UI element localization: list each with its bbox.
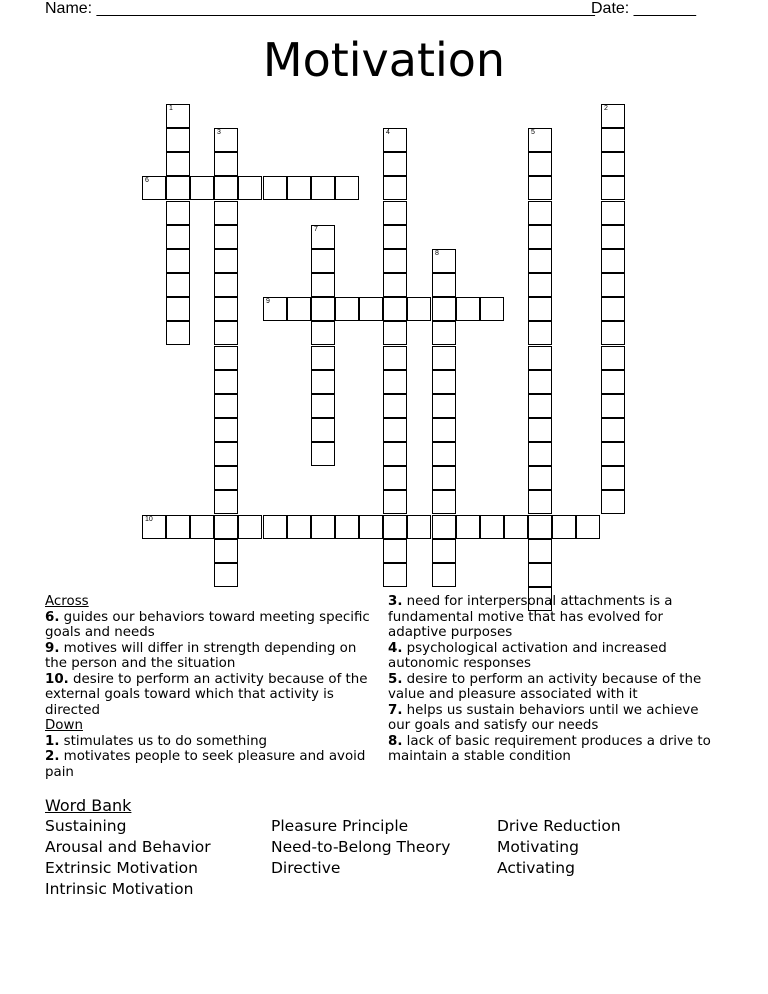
- word-bank-column-2: [271, 816, 450, 879]
- crossword-cell[interactable]: [214, 466, 238, 490]
- crossword-cell[interactable]: [383, 128, 407, 152]
- crossword-cell[interactable]: [383, 346, 407, 370]
- crossword-cell[interactable]: [214, 249, 238, 273]
- clue-down-3: 3. need for interpersonal attachments is a fundamental motive that has evolved for adaptive purposes: [388, 594, 673, 640]
- crossword-cell[interactable]: [311, 346, 335, 370]
- crossword-cell[interactable]: [166, 225, 190, 249]
- crossword-cell[interactable]: [576, 515, 600, 539]
- clue-down-2: 2. motivates people to seek pleasure and avoid pain: [45, 749, 366, 780]
- crossword-cell[interactable]: [383, 515, 407, 539]
- crossword-cell[interactable]: [528, 563, 552, 587]
- crossword-cell[interactable]: [601, 466, 625, 490]
- crossword-cell[interactable]: [601, 346, 625, 370]
- crossword-cell[interactable]: [214, 346, 238, 370]
- crossword-cell[interactable]: [383, 466, 407, 490]
- clue-number: 2: [604, 105, 608, 112]
- crossword-cell[interactable]: [311, 442, 335, 466]
- crossword-cell[interactable]: [528, 346, 552, 370]
- word-bank-column-1: [45, 816, 211, 900]
- crossword-cell[interactable]: [528, 321, 552, 345]
- clue-down-7: 7. helps us sustain behaviors until we achieve our goals and satisfy our needs: [388, 702, 699, 733]
- crossword-cell[interactable]: [166, 176, 190, 200]
- crossword-cell[interactable]: [214, 394, 238, 418]
- clue-across-6: 6. guides our behaviors toward meeting specific goals and needs: [45, 609, 370, 640]
- crossword-cell[interactable]: [480, 515, 504, 539]
- crossword-cell[interactable]: [214, 225, 238, 249]
- crossword-cell[interactable]: [383, 201, 407, 225]
- crossword-cell[interactable]: [601, 297, 625, 321]
- crossword-cell[interactable]: [528, 442, 552, 466]
- crossword-cell[interactable]: [407, 297, 431, 321]
- crossword-cell[interactable]: [214, 370, 238, 394]
- crossword-cell[interactable]: [432, 539, 456, 563]
- crossword-cell[interactable]: [214, 201, 238, 225]
- crossword-cell[interactable]: [166, 104, 190, 128]
- clue-number: 3: [217, 129, 221, 136]
- clue-number: 8: [435, 250, 439, 257]
- crossword-cell[interactable]: [190, 515, 214, 539]
- crossword-cell[interactable]: [383, 321, 407, 345]
- crossword-cell[interactable]: [311, 370, 335, 394]
- puzzle-title: Motivation: [262, 33, 506, 87]
- word-bank-item: Motivating: [497, 838, 579, 856]
- crossword-cell[interactable]: [528, 370, 552, 394]
- word-bank-item: Extrinsic Motivation: [45, 859, 198, 877]
- clues-right-column: [388, 594, 713, 765]
- crossword-cell[interactable]: [311, 225, 335, 249]
- crossword-cell[interactable]: [383, 442, 407, 466]
- crossword-cell[interactable]: [335, 515, 359, 539]
- crossword-cell[interactable]: [432, 346, 456, 370]
- crossword-cell[interactable]: [311, 394, 335, 418]
- name-field-label: Name: ________________________________________________________: [45, 0, 595, 17]
- crossword-cell[interactable]: [214, 442, 238, 466]
- crossword-cell[interactable]: [335, 297, 359, 321]
- clue-number: 6: [145, 177, 149, 184]
- word-bank-item: Directive: [271, 859, 341, 877]
- clue-number: 9: [266, 298, 270, 305]
- crossword-cell[interactable]: [601, 490, 625, 514]
- crossword-cell[interactable]: [432, 321, 456, 345]
- crossword-cell[interactable]: [432, 490, 456, 514]
- word-bank-item: Pleasure Principle: [271, 817, 409, 835]
- crossword-cell[interactable]: [214, 515, 238, 539]
- crossword-cell[interactable]: [432, 249, 456, 273]
- crossword-cell[interactable]: [601, 128, 625, 152]
- crossword-cell[interactable]: [166, 297, 190, 321]
- crossword-cell[interactable]: [601, 394, 625, 418]
- crossword-cell[interactable]: [432, 515, 456, 539]
- crossword-cell[interactable]: [383, 418, 407, 442]
- word-bank-item: Arousal and Behavior: [45, 838, 211, 856]
- crossword-cell[interactable]: [480, 297, 504, 321]
- crossword-cell[interactable]: [214, 321, 238, 345]
- word-bank-item: Need-to-Belong Theory: [271, 838, 451, 856]
- crossword-cell[interactable]: [432, 273, 456, 297]
- crossword-cell[interactable]: [214, 273, 238, 297]
- crossword-cell[interactable]: [601, 176, 625, 200]
- crossword-cell[interactable]: [263, 297, 287, 321]
- crossword-cell[interactable]: [263, 515, 287, 539]
- crossword-cell[interactable]: [552, 515, 576, 539]
- crossword-cell[interactable]: [166, 321, 190, 345]
- crossword-cell[interactable]: [142, 176, 166, 200]
- crossword-cell[interactable]: [601, 442, 625, 466]
- crossword-cell[interactable]: [335, 176, 359, 200]
- crossword-cell[interactable]: [383, 297, 407, 321]
- crossword-cell[interactable]: [383, 563, 407, 587]
- crossword-cell[interactable]: [166, 249, 190, 273]
- crossword-cell[interactable]: [456, 297, 480, 321]
- crossword-cell[interactable]: [238, 176, 262, 200]
- crossword-cell[interactable]: [432, 297, 456, 321]
- crossword-cell[interactable]: [214, 490, 238, 514]
- crossword-cell[interactable]: [383, 273, 407, 297]
- crossword-cell[interactable]: [528, 466, 552, 490]
- crossword-cell[interactable]: [528, 539, 552, 563]
- crossword-cell[interactable]: [528, 225, 552, 249]
- crossword-cell[interactable]: [528, 273, 552, 297]
- crossword-cell[interactable]: [311, 249, 335, 273]
- crossword-cell[interactable]: [601, 273, 625, 297]
- crossword-cell[interactable]: [432, 466, 456, 490]
- crossword-cell[interactable]: [311, 297, 335, 321]
- crossword-cell[interactable]: [601, 418, 625, 442]
- crossword-cell[interactable]: [359, 297, 383, 321]
- clue-down-4: 4. psychological activation and increased autonomic responses: [388, 640, 667, 671]
- word-bank-column-3: [497, 816, 621, 879]
- down-heading: Down: [45, 718, 83, 733]
- crossword-cell[interactable]: [601, 152, 625, 176]
- crossword-cell[interactable]: [166, 273, 190, 297]
- crossword-cell[interactable]: [311, 176, 335, 200]
- clue-down-5: 5. desire to perform an activity because of the value and pleasure associated with it: [388, 671, 702, 702]
- clue-number: 5: [531, 129, 535, 136]
- crossword-cell[interactable]: [311, 273, 335, 297]
- crossword-cell[interactable]: [359, 515, 383, 539]
- crossword-cell[interactable]: [601, 370, 625, 394]
- crossword-cell[interactable]: [383, 249, 407, 273]
- clue-number: 10: [145, 516, 153, 523]
- crossword-cell[interactable]: [432, 563, 456, 587]
- crossword-cell[interactable]: [214, 297, 238, 321]
- crossword-cell[interactable]: [214, 152, 238, 176]
- clue-number: 1: [169, 105, 173, 112]
- clue-number: 7: [314, 226, 318, 233]
- crossword-cell[interactable]: [601, 104, 625, 128]
- crossword-cell[interactable]: [383, 152, 407, 176]
- crossword-cell[interactable]: [166, 128, 190, 152]
- crossword-cell[interactable]: [528, 418, 552, 442]
- word-bank-item: Drive Reduction: [497, 817, 621, 835]
- crossword-cell[interactable]: [214, 176, 238, 200]
- clue-down-8: 8. lack of basic requirement produces a drive to maintain a stable condition: [388, 733, 711, 764]
- crossword-cell[interactable]: [432, 442, 456, 466]
- crossword-cell[interactable]: [601, 249, 625, 273]
- crossword-cell[interactable]: [601, 225, 625, 249]
- crossword-cell[interactable]: [528, 394, 552, 418]
- crossword-cell[interactable]: [383, 394, 407, 418]
- date-field-label: Date: _______: [591, 0, 696, 17]
- crossword-cell[interactable]: [528, 490, 552, 514]
- crossword-cell[interactable]: [528, 515, 552, 539]
- crossword-cell[interactable]: [407, 515, 431, 539]
- crossword-cell[interactable]: [601, 321, 625, 345]
- crossword-cell[interactable]: [311, 418, 335, 442]
- word-bank-item: Intrinsic Motivation: [45, 880, 194, 898]
- crossword-cell[interactable]: [166, 201, 190, 225]
- crossword-cell[interactable]: [214, 563, 238, 587]
- crossword-cell[interactable]: [528, 297, 552, 321]
- crossword-cell[interactable]: [528, 152, 552, 176]
- crossword-cell[interactable]: [238, 515, 262, 539]
- crossword-cell[interactable]: [432, 370, 456, 394]
- crossword-cell[interactable]: [263, 176, 287, 200]
- crossword-cell[interactable]: [528, 128, 552, 152]
- clue-down-1: 1. stimulates us to do something: [45, 733, 268, 749]
- word-bank-title: Word Bank: [45, 796, 132, 815]
- crossword-cell[interactable]: [528, 249, 552, 273]
- crossword-cell[interactable]: [432, 394, 456, 418]
- crossword-cell[interactable]: [287, 176, 311, 200]
- word-bank-item: Sustaining: [45, 817, 127, 835]
- crossword-cell[interactable]: [287, 515, 311, 539]
- crossword-cell[interactable]: [166, 515, 190, 539]
- crossword-cell[interactable]: [383, 490, 407, 514]
- clue-across-10: 10. desire to perform an activity because of the external goals toward which that activity is directed: [45, 671, 368, 718]
- crossword-cell[interactable]: [383, 370, 407, 394]
- crossword-cell[interactable]: [142, 515, 166, 539]
- clues-left-column: [45, 594, 370, 780]
- crossword-cell[interactable]: [190, 176, 214, 200]
- crossword-cell[interactable]: [528, 176, 552, 200]
- word-bank-item: Activating: [497, 859, 575, 877]
- crossword-cell[interactable]: [601, 201, 625, 225]
- crossword-cell[interactable]: [383, 225, 407, 249]
- crossword-cell[interactable]: [214, 418, 238, 442]
- crossword-cell[interactable]: [214, 539, 238, 563]
- crossword-cell[interactable]: [311, 321, 335, 345]
- crossword-cell[interactable]: [214, 128, 238, 152]
- crossword-cell[interactable]: [383, 176, 407, 200]
- clue-number: 4: [386, 129, 390, 136]
- crossword-cell[interactable]: [432, 418, 456, 442]
- crossword-cell[interactable]: [287, 297, 311, 321]
- crossword-cell[interactable]: [383, 539, 407, 563]
- across-heading: Across: [45, 594, 89, 609]
- crossword-cell[interactable]: [456, 515, 480, 539]
- crossword-cell[interactable]: [504, 515, 528, 539]
- crossword-cell[interactable]: [311, 515, 335, 539]
- crossword-cell[interactable]: [166, 152, 190, 176]
- clue-across-9: 9. motives will differ in strength depending on the person and the situation: [45, 640, 357, 671]
- crossword-cell[interactable]: [528, 201, 552, 225]
